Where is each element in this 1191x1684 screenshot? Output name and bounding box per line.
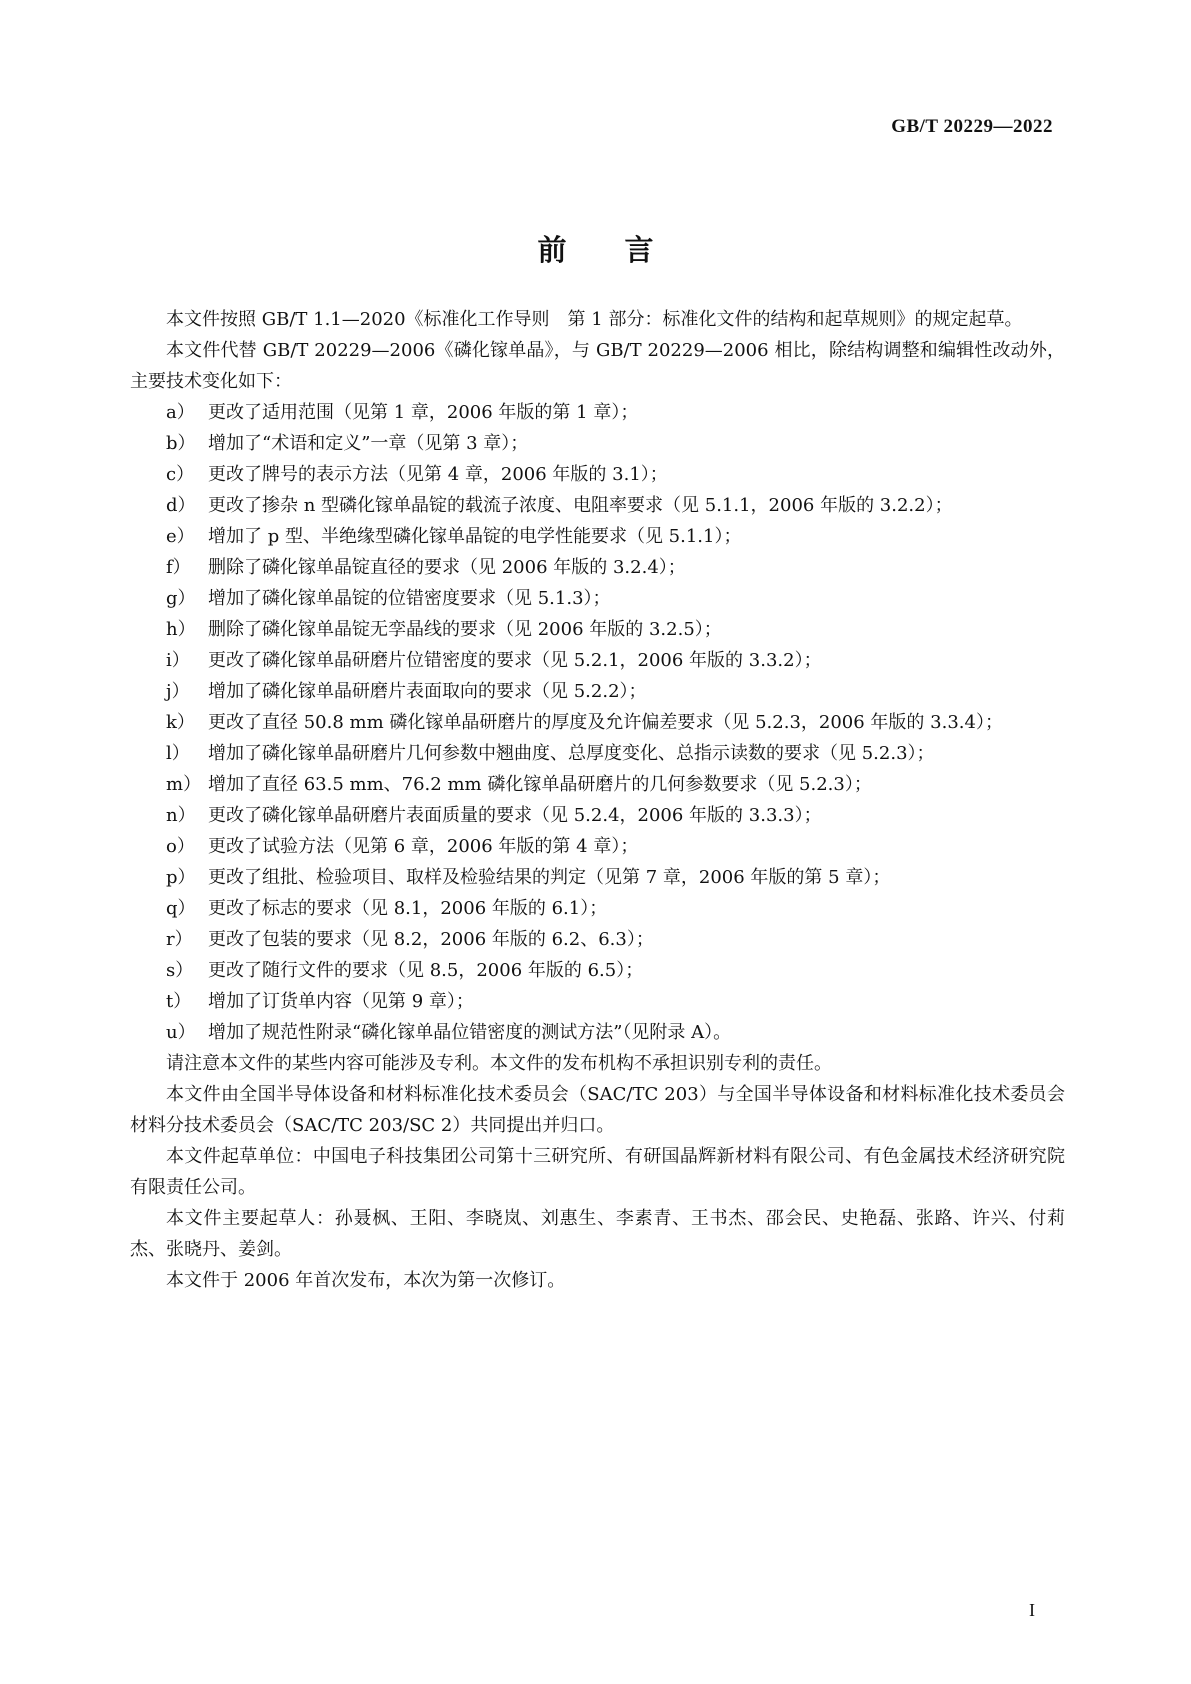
- list-marker: g）: [166, 588, 196, 609]
- list-item-text: 更改了标志的要求（见 8.1，2006 年版的 6.1）；: [208, 898, 608, 919]
- list-item-text: 增加了规范性附录“磷化镓单晶位错密度的测试方法”（见附录 A）。: [208, 1022, 732, 1043]
- list-marker: a）: [166, 402, 195, 423]
- document-body: [130, 304, 1065, 1296]
- paragraph: 本文件主要起草人：孙聂枫、王阳、李晓岚、刘惠生、李素青、王书杰、邵会民、史艳磊、张路、许兴、付莉杰、张晓丹、姜剑。: [130, 1208, 1065, 1260]
- list-item: [130, 893, 1065, 924]
- list-item-text: 更改了包装的要求（见 8.2，2006 年版的 6.2、6.3）；: [208, 929, 654, 950]
- changes-list: [130, 397, 1065, 1048]
- list-item: [130, 862, 1065, 893]
- list-marker: j）: [166, 681, 190, 702]
- list-marker: b）: [166, 433, 196, 454]
- list-marker: q）: [166, 898, 196, 919]
- list-item-text: 删除了磷化镓单晶锭无孪晶线的要求（见 2006 年版的 3.2.5）；: [208, 619, 722, 640]
- paragraph: 本文件于 2006 年首次发布，本次为第一次修订。: [166, 1270, 566, 1291]
- list-item-text: 增加了直径 63.5 mm、76.2 mm 磷化镓单晶研磨片的几何参数要求（见 5.2.3）；: [208, 774, 872, 795]
- list-item-text: 增加了订货单内容（见第 9 章）；: [208, 991, 474, 1012]
- list-marker: m）: [166, 774, 202, 795]
- list-marker: u）: [166, 1022, 196, 1043]
- paragraph: 本文件按照 GB/T 1.1—2020《标准化工作导则 第 1 部分：标准化文件的结构和起草规则》的规定起草。: [166, 309, 1023, 330]
- list-item-text: 更改了试验方法（见第 6 章，2006 年版的第 4 章）；: [208, 836, 639, 857]
- list-item-text: 更改了磷化镓单晶研磨片表面质量的要求（见 5.2.4，2006 年版的 3.3.3）；: [208, 805, 822, 826]
- paragraph: 本文件代替 GB/T 20229—2006《磷化镓单晶》，与 GB/T 20229—2006 相比，除结构调整和编辑性改动外，主要技术变化如下：: [130, 340, 1065, 392]
- list-item-text: 增加了磷化镓单晶研磨片表面取向的要求（见 5.2.2）；: [208, 681, 647, 702]
- list-item-text: 更改了磷化镓单晶研磨片位错密度的要求（见 5.2.1，2006 年版的 3.3.2）；: [208, 650, 822, 671]
- list-marker: p）: [166, 867, 196, 888]
- list-marker: k）: [166, 712, 195, 733]
- list-item-text: 增加了 p 型、半绝缘型磷化镓单晶锭的电学性能要求（见 5.1.1）；: [208, 526, 742, 547]
- list-item: [130, 645, 1065, 676]
- list-marker: i）: [166, 650, 190, 671]
- list-item: [130, 769, 1065, 800]
- list-marker: e）: [166, 526, 195, 547]
- list-marker: n）: [166, 805, 196, 826]
- list-item-text: 更改了随行文件的要求（见 8.5，2006 年版的 6.5）；: [208, 960, 644, 981]
- list-item: [130, 1017, 1065, 1048]
- list-item: [130, 583, 1065, 614]
- list-item-text: 删除了磷化镓单晶锭直径的要求（见 2006 年版的 3.2.4）；: [208, 557, 686, 578]
- list-item-text: 增加了“术语和定义”一章（见第 3 章）；: [208, 433, 529, 454]
- paragraph: 本文件起草单位：中国电子科技集团公司第十三研究所、有研国晶辉新材料有限公司、有色金属技术经济研究院有限责任公司。: [130, 1146, 1065, 1198]
- list-marker: l）: [166, 743, 190, 764]
- list-item: [130, 397, 1065, 428]
- list-item-text: 更改了适用范围（见第 1 章，2006 年版的第 1 章）；: [208, 402, 639, 423]
- list-marker: s）: [166, 960, 194, 981]
- list-item: [130, 707, 1065, 738]
- list-item: [130, 490, 1065, 521]
- list-item: [130, 552, 1065, 583]
- list-item: [130, 459, 1065, 490]
- list-item: [130, 521, 1065, 552]
- list-item: [130, 986, 1065, 1017]
- list-marker: r）: [166, 929, 193, 950]
- list-item-text: 更改了直径 50.8 mm 磷化镓单晶研磨片的厚度及允许偏差要求（见 5.2.3，2006 年版的 3.3.4）；: [208, 712, 1003, 733]
- list-item-text: 更改了牌号的表示方法（见第 4 章，2006 年版的 3.1）；: [208, 464, 668, 485]
- list-item: [130, 428, 1065, 459]
- list-item-text: 增加了磷化镓单晶研磨片几何参数中翘曲度、总厚度变化、总指示读数的要求（见 5.2.3）；: [208, 743, 935, 764]
- list-marker: o）: [166, 836, 195, 857]
- list-marker: h）: [166, 619, 196, 640]
- paragraph: 本文件由全国半导体设备和材料标准化技术委员会（SAC/TC 203）与全国半导体设备和材料标准化技术委员会材料分技术委员会（SAC/TC 203/SC 2）共同提出并归口。: [130, 1084, 1065, 1136]
- list-marker: c）: [166, 464, 195, 485]
- list-item: [130, 738, 1065, 769]
- list-item: [130, 831, 1065, 862]
- list-marker: f）: [166, 557, 191, 578]
- list-item: [130, 800, 1065, 831]
- list-item: [130, 955, 1065, 986]
- page-number: I: [1029, 1600, 1035, 1620]
- list-item: [130, 924, 1065, 955]
- standard-number: GB/T 20229—2022: [891, 116, 1053, 137]
- page-title: 前言: [537, 233, 712, 267]
- list-item-text: 增加了磷化镓单晶锭的位错密度要求（见 5.1.3）；: [208, 588, 611, 609]
- list-item-text: 更改了组批、检验项目、取样及检验结果的判定（见第 7 章，2006 年版的第 5 章）；: [208, 867, 891, 888]
- list-item-text: 更改了掺杂 n 型磷化镓单晶锭的载流子浓度、电阻率要求（见 5.1.1，2006 年版的 3.2.2）；: [208, 495, 953, 516]
- list-marker: t）: [166, 991, 192, 1012]
- paragraph: 请注意本文件的某些内容可能涉及专利。本文件的发布机构不承担识别专利的责任。: [166, 1053, 832, 1074]
- list-item: [130, 614, 1065, 645]
- list-item: [130, 676, 1065, 707]
- list-marker: d）: [166, 495, 196, 516]
